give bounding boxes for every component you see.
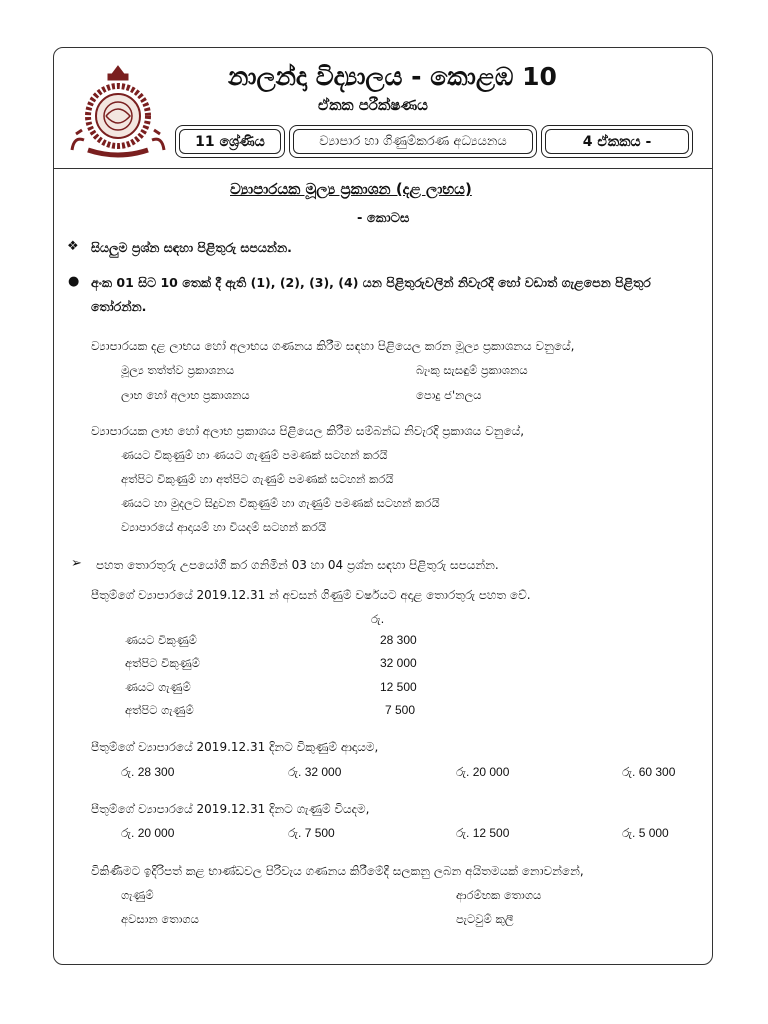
school-crest-icon	[70, 64, 166, 162]
question-2-option-3: ණයට හා මුදලට සිදුවන විකුණුම් හා ගැණුම් පමණක් සටහන් කරයි	[121, 496, 440, 510]
grade-label: 11 ශ්‍රේණිය	[195, 133, 265, 150]
instruction-1: සියලුම ප්‍රශ්න සඳහා පිළිතුරු සපයන්න.	[91, 240, 292, 255]
info-description: පීතුම්ගේ ව්‍යාපාරයේ 2019.12.31 න් අවසන් ගිණුම් වර්ෂයට අදාළ තොරතුරු පහත වේ.	[91, 588, 531, 602]
instruction-2b: තෝරන්න.	[91, 299, 147, 314]
question-5-option-3: අවසාන තොගය	[121, 912, 199, 926]
question-5-text: විකිණීමට ඉදිරිපත් කළ භාණ්ඩවල පිරිවැය ගණනය කිරීමේදී සලකනු ලබන අයිතමයක් නොවන්නේ,	[91, 864, 584, 878]
test-name: ඒකක පරීක්ෂණය	[318, 96, 428, 114]
diamond-bullet-icon: ❖	[67, 239, 79, 254]
info-row-label: අත්පිට ගැණුම්	[125, 703, 194, 717]
section-title: ව්‍යාපාරයක මූල්‍ය ප්‍රකාශන (දළ ලාභය)	[230, 180, 472, 198]
instruction-2a: අංක 01 සිට 10 තෙක් දී ඇති (1), (2), (3), (4) යන පිළිතුරුවලින් නිවැරදි හෝ වඩාත් ගැළපෙන පිළිතුර	[91, 275, 651, 290]
unit-box	[541, 125, 693, 158]
question-2-option-4: ව්‍යාපාරයේ ආදායම් හා වියදම් සටහන් කරයි	[121, 520, 327, 534]
subject-box	[289, 125, 537, 158]
unit-label: 4 ඒකකය -	[582, 133, 652, 150]
question-1-option-3: ලාභ හෝ අලාභ ප්‍රකාශනය	[121, 388, 250, 402]
question-5-option-1: ගැණුම්	[121, 888, 154, 902]
header-divider	[53, 168, 713, 169]
question-1-text: ව්‍යාපාරයක දළ ලාභය හෝ අලාභය ගණනය කිරීම සඳහා පිළියෙල කරන මූල්‍ය ප්‍රකාශනය වනුයේ,	[91, 339, 575, 353]
dot-bullet-icon: ●	[68, 274, 80, 289]
arrow-bullet-icon: ➢	[71, 556, 82, 571]
question-1-option-1: මූල්‍ය තත්ත්ව ප්‍රකාශනය	[121, 363, 235, 377]
info-row-value: 7 500	[385, 703, 416, 717]
info-row-label: ණයට විකුණුම්	[125, 633, 197, 647]
question-4-option-3: රු. 12 500	[456, 826, 510, 840]
question-5-option-2: ආරම්භක තොගය	[456, 888, 542, 902]
info-row-label: ණයට ගැණුම්	[125, 680, 191, 694]
school-name: නාලන්දා විද්‍යාලය - කොළඹ 10	[228, 62, 557, 91]
info-row-value: 28 300	[380, 633, 417, 647]
question-3-text: පීතුම්ගේ ව්‍යාපාරයේ 2019.12.31 දිනට විකුණුම් ආදායම,	[91, 740, 379, 754]
info-row-label: අත්පිට විකුණුම්	[125, 656, 200, 670]
question-2-option-1: ණයට විකුණුම් හා ණයට ගැණුම් පමණක් සටහන් කරයි	[121, 448, 388, 462]
grade-box	[175, 125, 285, 158]
question-3-option-3: රු. 20 000	[456, 765, 510, 779]
part-title: - කොටස	[357, 211, 410, 226]
info-row-value: 32 000	[380, 656, 417, 670]
question-3-option-1: රු. 28 300	[121, 765, 175, 779]
info-currency-header: රු.	[371, 612, 385, 626]
question-4-option-2: රු. 7 500	[288, 826, 335, 840]
question-3-option-2: රු. 32 000	[288, 765, 342, 779]
question-5-option-4: පැටවුම් කුලී	[456, 912, 514, 926]
question-4-text: පීතුම්ගේ ව්‍යාපාරයේ 2019.12.31 දිනට ගැණුම් වියදම,	[91, 802, 370, 816]
question-4-option-1: රු. 20 000	[121, 826, 175, 840]
subject-label: ව්‍යාපාර හා ගිණුම්කරණ අධ්‍යයනය	[319, 134, 507, 149]
question-2-text: ව්‍යාපාරයක ලාභ හෝ අලාභ ප්‍රකාශය පිළියෙල කිරීම සම්බන්ධ නිවැරදි ප්‍රකාශය වනුයේ,	[91, 424, 525, 438]
question-3-option-4: රු. 60 300	[622, 765, 676, 779]
info-row-value: 12 500	[380, 680, 417, 694]
question-1-option-4: පොදු ජ'නලය	[416, 388, 482, 402]
question-4-option-4: රු. 5 000	[622, 826, 669, 840]
question-2-option-2: අත්පිට විකුණුම් හා අත්පිට ගැණුම් පමණක් සටහන් කරයි	[121, 472, 394, 486]
info-intro: පහත තොරතුරු උපයෝගී කර ගනිමින් 03 හා 04 ප්‍රශ්න සඳහා පිළිතුරු සපයන්න.	[96, 558, 499, 572]
question-1-option-2: බැංකු සැසඳුම් ප්‍රකාශනය	[416, 363, 528, 377]
